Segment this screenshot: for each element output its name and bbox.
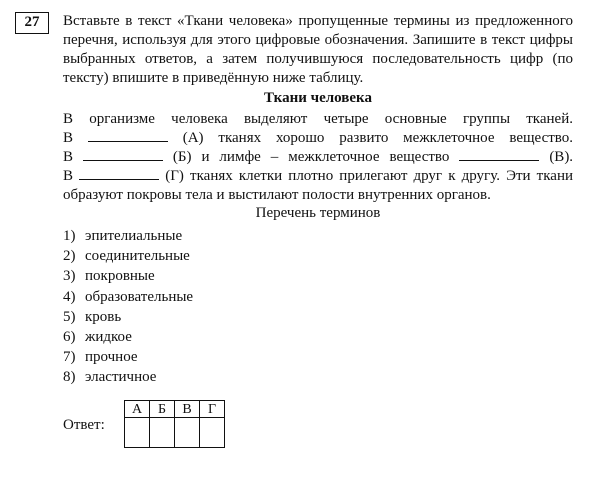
list-item: 3) покровные xyxy=(63,268,155,285)
blank-g xyxy=(79,167,159,180)
list-item: 5) кровь xyxy=(63,308,122,325)
text-line-2: В (А) тканях хорошо развито межклеточное вещество. xyxy=(63,130,574,146)
answer-column-header: А xyxy=(125,401,150,418)
instruction-text: Вставьте в текст «Ткани человека» пропущенные термины из предложенного перечня, используя для этого цифровые обозначения. Запишите в текст цифры выбранных ответов, а затем получившуюся последовательность цифр (по тексту) впишите в приведённую ниже таблицу. xyxy=(63,13,573,86)
list-item: 6) жидкое xyxy=(63,328,132,345)
list-item: 7) прочное xyxy=(63,349,138,366)
text-line-5: образуют покровы тела и выстилают полости внутренних органов. xyxy=(63,187,491,203)
answer-cell[interactable] xyxy=(200,418,225,448)
answer-cell[interactable] xyxy=(150,418,175,448)
list-item: 2) соединительные xyxy=(63,248,190,265)
blank-v xyxy=(459,148,539,161)
blank-b xyxy=(83,148,163,161)
terms-title: Перечень терминов xyxy=(255,205,381,221)
answer-cell[interactable] xyxy=(175,418,200,448)
text-line-4: В (Г) тканях клетки плотно прилегают друг к другу. Эти ткани xyxy=(63,168,574,184)
instruction-block xyxy=(63,12,573,88)
answer-label: Ответ: xyxy=(63,417,105,433)
question-number: 27 xyxy=(15,12,49,34)
terms-list xyxy=(63,226,193,388)
list-item: 1) эпителиальные xyxy=(63,228,183,244)
answer-cell[interactable] xyxy=(125,418,150,448)
list-item: 4) образовательные xyxy=(63,288,194,305)
answer-column-header: Б xyxy=(150,401,175,418)
answer-column-header: Г xyxy=(200,401,225,418)
text-body xyxy=(63,110,573,205)
answer-table xyxy=(124,400,225,448)
answer-column-header: В xyxy=(175,401,200,418)
text-line-1: В организме человека выделяют четыре основные группы тканей. xyxy=(63,111,573,127)
text-line-3: В (Б) и лимфе – межклеточное вещество (В). xyxy=(63,149,574,165)
blank-a xyxy=(88,129,168,142)
list-item: 8) эластичное xyxy=(63,369,157,386)
text-title: Ткани человека xyxy=(264,90,372,106)
